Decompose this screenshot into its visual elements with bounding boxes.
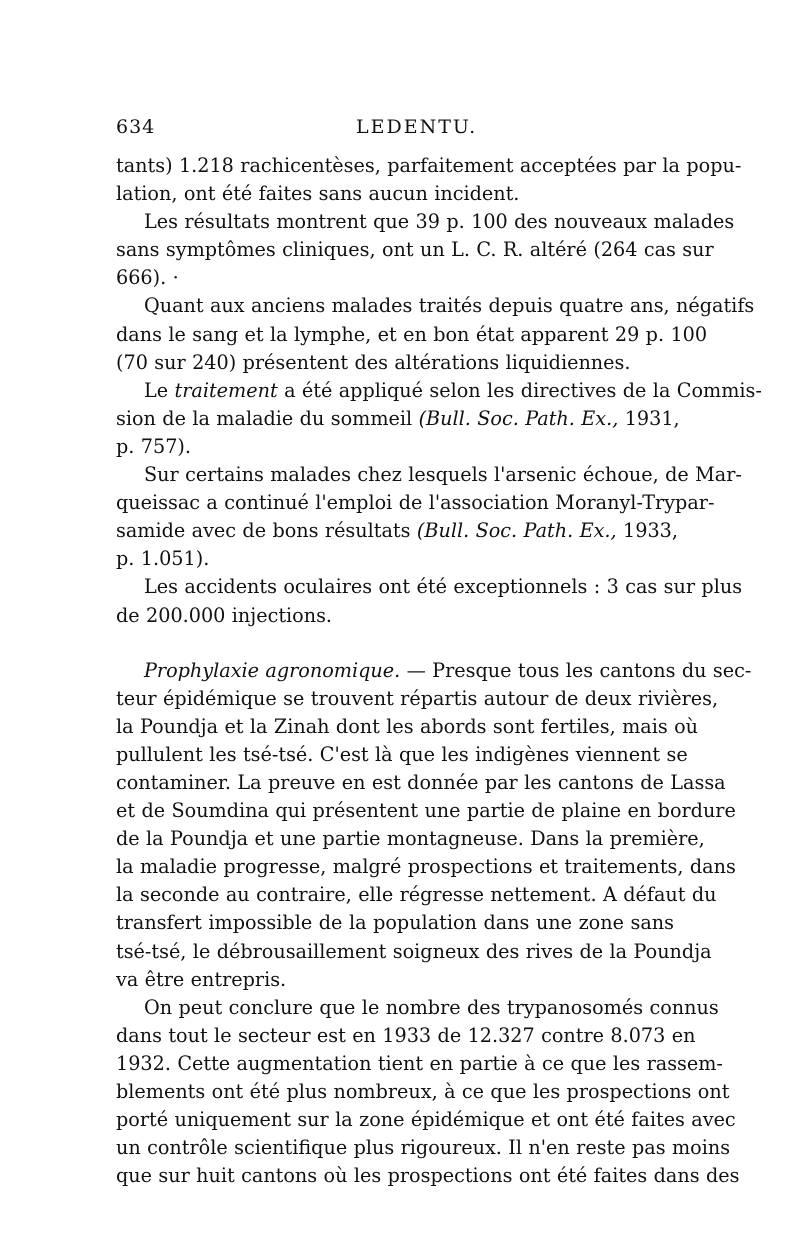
text-line: blements ont été plus nombreux, à ce que les prospections ont <box>116 1080 730 1103</box>
text-line: contaminer. La preuve en est donnée par les cantons de Lassa <box>116 770 726 794</box>
text-fragment: — Presque tous les cantons du sec- <box>406 658 752 682</box>
paragraph <box>116 377 762 461</box>
page-number: 634 <box>116 116 156 138</box>
text-line: teur épidémique se trouvent répartis autour de deux rivières, <box>116 686 719 710</box>
text-line: dans tout le secteur est en 1933 de 12.327 contre 8.073 en <box>116 1023 696 1047</box>
text-line: p. 1.051). <box>116 547 210 571</box>
text-line: la maladie progresse, malgré prospections et traitements, dans <box>116 855 736 879</box>
text-line: la Poundja et la Zinah dont les abords sont fertiles, mais où <box>116 714 699 738</box>
paragraph <box>116 461 742 573</box>
paragraph <box>116 292 755 376</box>
text-fragment: 1933, <box>623 519 678 543</box>
text-line: Sur certains malades chez lesquels l'arsenic échoue, de Mar- <box>144 463 742 487</box>
text-line: On peut conclure que le nombre des trypanosomés connus <box>144 995 719 1019</box>
paragraph <box>116 994 740 1191</box>
text-line <box>116 657 752 685</box>
citation: (Bull. Soc. Path. Ex., <box>418 406 619 430</box>
text-line: pullulent les tsé-tsé. C'est là que les indigènes viennent se <box>116 742 688 766</box>
text-fragment: Le <box>144 378 169 402</box>
text-line: p. 757). <box>116 434 191 458</box>
text-line: de 200.000 injections. <box>116 603 333 627</box>
text-line: porté uniquement sur la zone épidémique et ont été faites avec <box>116 1108 736 1132</box>
body-text <box>116 152 762 1190</box>
paragraph <box>116 208 735 292</box>
paragraph <box>116 152 742 208</box>
text-line: queissac a continué l'emploi de l'association Moranyl-Trypar- <box>116 491 715 515</box>
text-line: dans le sang et la lymphe, et en bon état apparent 29 p. 100 <box>116 322 708 346</box>
paragraph <box>116 657 752 994</box>
text-line: tsé-tsé, le débrousaillement soigneux des rives de la Poundja <box>116 939 712 963</box>
text-line: Les accidents oculaires ont été exceptionnels : 3 cas sur plus <box>144 575 743 599</box>
paragraph <box>116 573 743 629</box>
running-head: LEDENTU. <box>356 116 478 138</box>
text-line: sans symptômes cliniques, ont un L. C. R. altéré (264 cas sur <box>116 238 714 262</box>
citation: (Bull. Soc. Path. Ex., <box>416 519 617 543</box>
page-header <box>116 116 674 142</box>
text-line: va être entrepris. <box>116 967 287 991</box>
text-line: lation, ont été faites sans aucun incident. <box>116 182 520 206</box>
text-line <box>116 377 762 405</box>
text-fragment: a été appliqué selon les directives de la Commis- <box>284 378 762 402</box>
text-line: de la Poundja et une partie montagneuse. Dans la première, <box>116 827 705 851</box>
text-line: 1932. Cette augmentation tient en partie à ce que les rassem- <box>116 1051 723 1075</box>
text-line: que sur huit cantons où les prospections ont été faites dans des <box>116 1164 740 1188</box>
text-line <box>116 405 680 433</box>
text-line: tants) 1.218 rachicentèses, parfaitement acceptées par la popu- <box>116 154 742 177</box>
text-line: transfert impossible de la population dans une zone sans <box>116 911 674 935</box>
text-line: la seconde au contraire, elle régresse nettement. A défaut du <box>116 883 717 907</box>
text-line: Quant aux anciens malades traités depuis quatre ans, négatifs <box>144 294 755 318</box>
text-fragment: 1931, <box>624 406 680 430</box>
text-line: Les résultats montrent que 39 p. 100 des nouveaux malades <box>144 210 735 234</box>
text-line: 666). · <box>116 266 179 290</box>
section-heading: Prophylaxie agronomique. <box>144 658 401 682</box>
text-line: un contrôle scientifique plus rigoureux. Il n'en reste pas moins <box>116 1136 731 1160</box>
text-line: et de Soumdina qui présentent une partie de plaine en bordure <box>116 799 736 823</box>
text-line <box>116 517 678 545</box>
emphasis: traitement <box>174 378 278 402</box>
text-fragment: sion de la maladie du sommeil <box>116 406 413 430</box>
text-line: (70 sur 240) présentent des altérations liquidiennes. <box>116 350 631 374</box>
text-fragment: samide avec de bons résultats <box>116 519 411 543</box>
paragraph-spacer <box>116 630 674 657</box>
